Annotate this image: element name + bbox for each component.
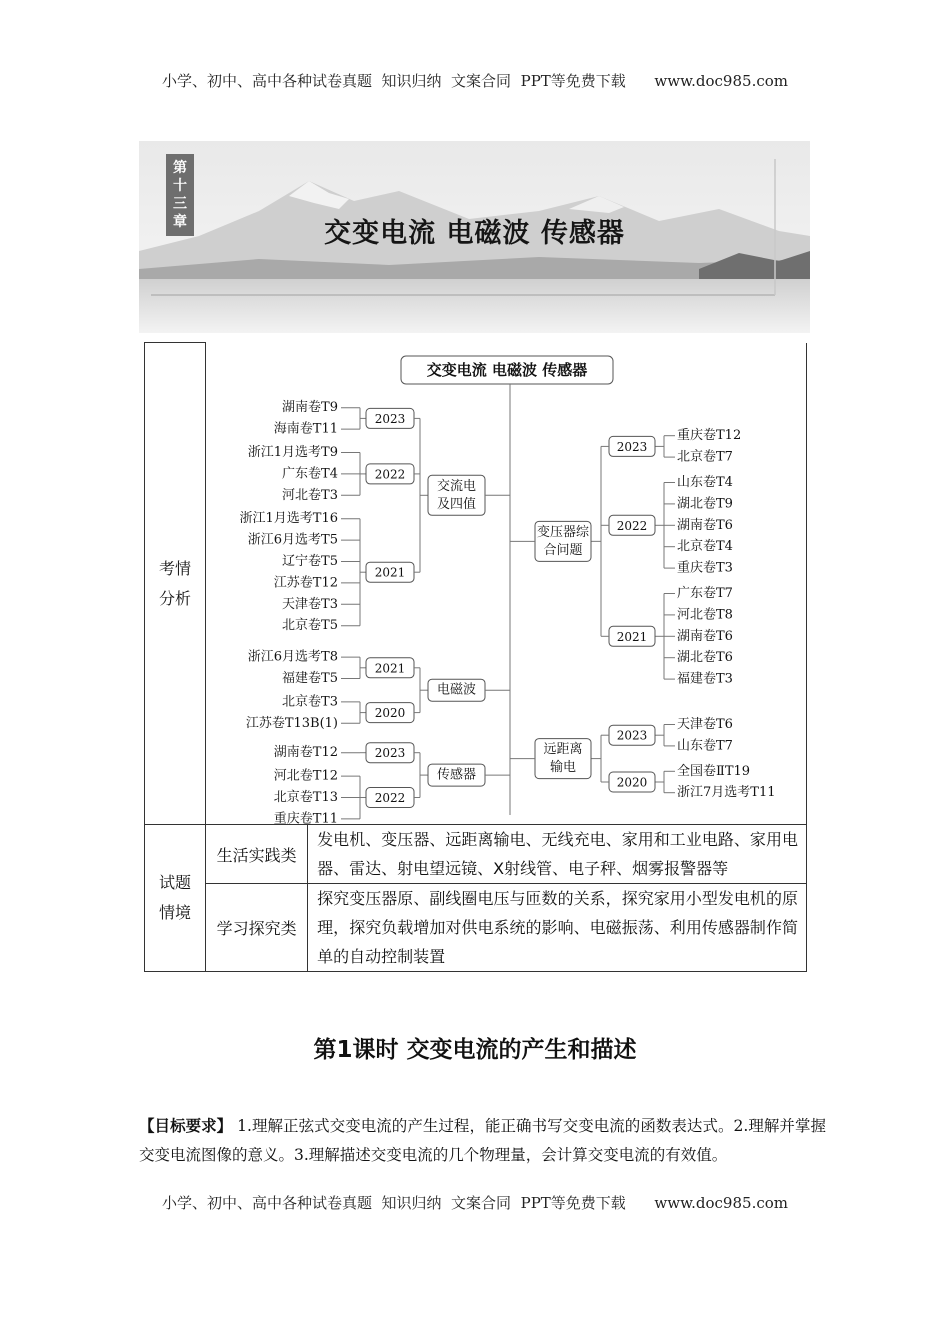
exam-item: 江苏卷T13B(1) [245,715,338,731]
year-label: 2021 [374,565,406,580]
exam-item: 湖北卷T9 [677,496,733,512]
year-label: 2023 [374,411,406,426]
exam-item: 山东卷T4 [677,474,733,490]
exam-item: 全国卷ⅡT19 [677,763,751,779]
page-footer: 小学、初中、高中各种试卷真题 知识归纳 文案合同 PPT等免费下载 www.doc985.com [161,1194,788,1212]
chapter-banner [139,141,810,333]
chapter-tag-char: 第 [173,160,187,176]
topic-label: 合问题 [543,542,583,558]
root-topic-label: 交变电流 电磁波 传感器 [426,360,588,379]
mindmap-diagram [206,343,806,824]
exam-item: 北京卷T7 [677,449,733,465]
scenario-text: 探究变压器原、副线圈电压与匝数的关系，探究家用小型发电机的原理，探究负载增加对供电系统的影响、电磁振荡、利用传感器制作简单的自动控制装置 [308,884,807,972]
exam-item: 湖北卷T6 [677,649,733,665]
overview-table [144,342,807,972]
exam-item: 重庆卷T11 [273,811,338,824]
chapter-tag-char: 十 [173,178,187,194]
exam-item: 浙江1月选考T16 [239,510,338,526]
year-label: 2021 [374,661,406,676]
goal-text: 1.理解正弦式交变电流的产生过程，能正确书写交变电流的函数表达式。2.理解并掌握交变电流图像的意义。3.理解描述交变电流的几个物理量，会计算交变电流的有效值。 [139,1117,826,1164]
exam-item: 重庆卷T12 [677,427,742,443]
goal-label: 【目标要求】 [139,1117,233,1135]
topic-label: 及四值 [436,496,477,512]
exam-item: 重庆卷T3 [677,560,733,576]
exam-item: 天津卷T6 [677,716,733,732]
exam-item: 湖南卷T6 [677,628,733,644]
exam-item: 湖南卷T6 [677,517,733,533]
exam-item: 浙江6月选考T8 [247,649,338,665]
exam-item: 湖南卷T9 [282,399,338,415]
exam-item: 浙江1月选考T9 [247,444,338,460]
exam-item: 湖南卷T12 [273,744,338,760]
exam-item: 福建卷T3 [677,671,733,687]
scenario-label [145,825,206,972]
exam-item: 浙江7月选考T11 [677,784,776,800]
topic-label: 传感器 [436,767,477,783]
exam-item: 福建卷T5 [282,670,338,686]
year-label: 2023 [616,439,648,454]
year-label: 2021 [616,629,648,644]
topic-label: 交流电 [436,478,477,494]
exam-item: 广东卷T4 [282,466,338,482]
scenario-type: 生活实践类 [206,825,308,884]
topic-label: 输电 [549,759,577,775]
exam-item: 河北卷T12 [273,768,338,784]
exam-item: 辽宁卷T5 [282,553,338,569]
year-label: 2020 [374,705,406,720]
exam-item: 江苏卷T12 [273,575,338,591]
exam-item: 浙江6月选考T5 [247,532,338,548]
exam-item: 河北卷T8 [677,607,733,623]
exam-item: 海南卷T11 [273,421,338,437]
year-label: 2023 [616,728,648,743]
exam-item: 北京卷T13 [273,789,338,805]
chapter-tag-char: 章 [173,214,187,230]
year-label: 2020 [616,775,648,790]
exam-item: 北京卷T5 [282,617,338,633]
year-label: 2022 [374,790,406,805]
exam-item: 山东卷T7 [677,738,733,754]
label-line: 分析 [158,588,191,608]
label-line: 考情 [158,558,191,578]
scenario-text: 发电机、变压器、远距离输电、无线充电、家用和工业电路、家用电器、雷达、射电望远镜、X射线管、电子秤、烟雾报警器等 [308,825,807,884]
label-line: 试题 [158,873,191,892]
scenario-type: 学习探究类 [206,884,308,972]
exam-item: 广东卷T7 [677,585,733,601]
year-label: 2022 [374,467,406,482]
year-label: 2023 [374,745,406,760]
learning-goals [139,1112,826,1170]
exam-analysis-label [145,343,206,825]
topic-label: 电磁波 [436,682,477,698]
year-label: 2022 [616,518,648,533]
lesson-title: 第1课时 交变电流的产生和描述 [313,1037,637,1063]
topic-label: 远距离 [543,741,583,757]
page-header: 小学、初中、高中各种试卷真题 知识归纳 文案合同 PPT等免费下载 www.doc985.com [161,72,788,90]
mindmap-cell [206,343,807,825]
chapter-tag-char: 三 [173,196,187,212]
topic-label: 变压器综 [536,524,590,540]
exam-item: 河北卷T3 [282,487,338,503]
exam-item: 北京卷T3 [282,694,338,710]
exam-item: 天津卷T3 [282,596,338,612]
exam-item: 北京卷T4 [677,538,733,554]
label-line: 情境 [158,903,191,922]
chapter-title: 交变电流 电磁波 传感器 [324,218,625,249]
